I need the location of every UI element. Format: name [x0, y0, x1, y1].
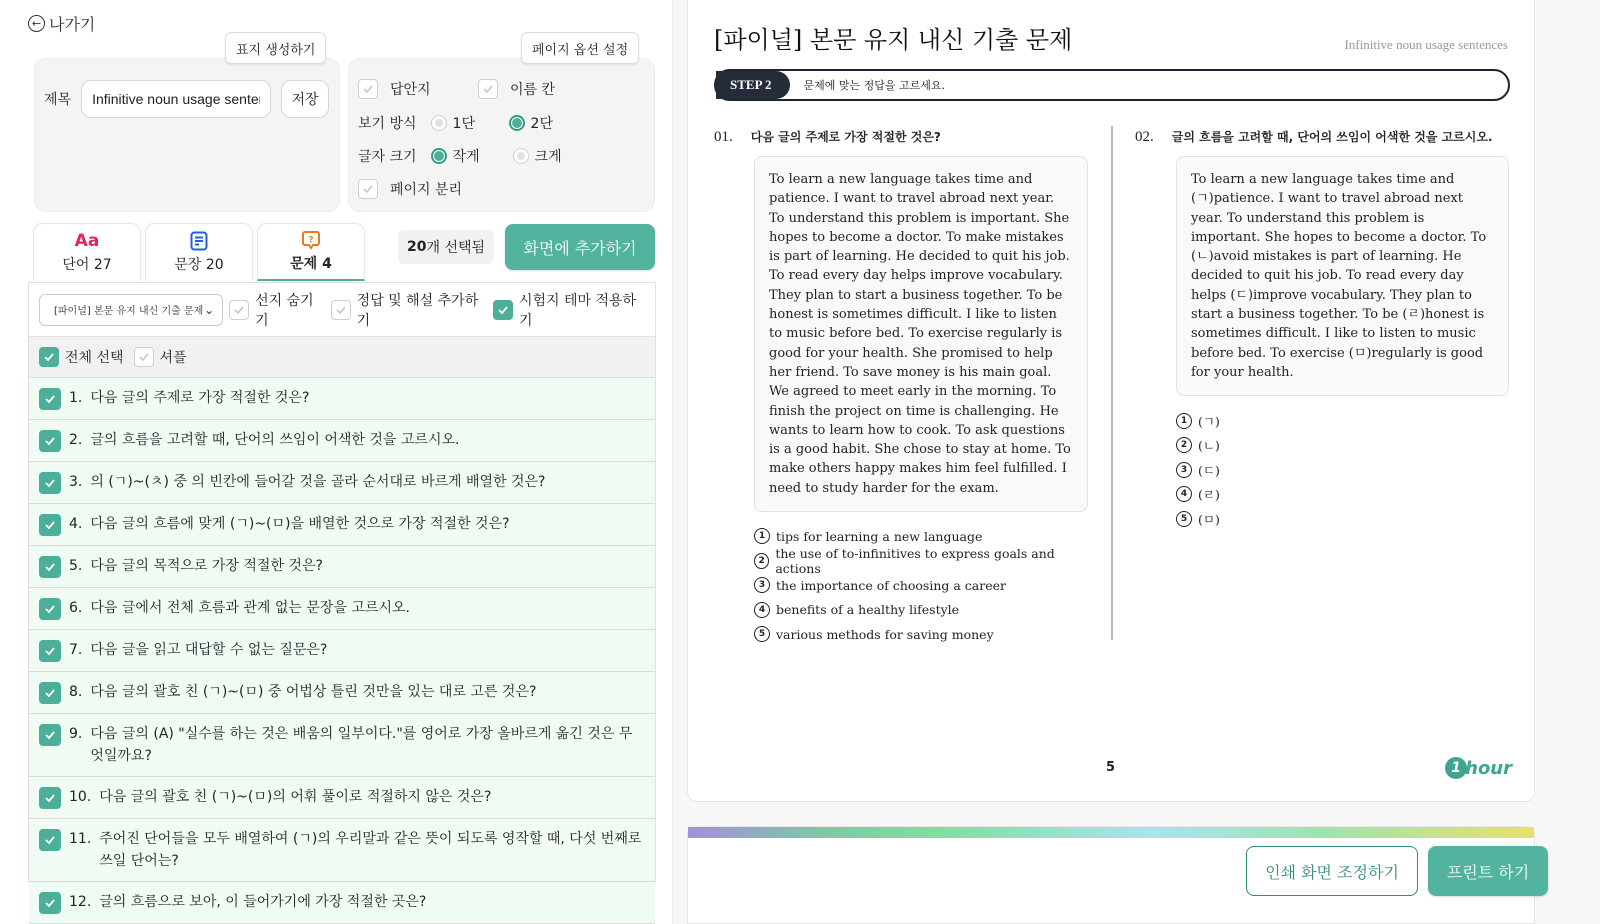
question-checkbox[interactable] — [39, 388, 61, 410]
check-icon — [44, 603, 56, 615]
view-mode-option-1: 1단 — [452, 116, 475, 132]
passage-box: To learn a new language takes time and patience. I want to travel abroad next year. To understand this problem is important. She hopes to become a doctor. To make mistakes is part of learning. He decided to quit his job. To read every day helps improve vocabulary. They plan to start a business together. To be honest is sometimes difficult. I like to listen to music before bed. To exercise regularly is good for your health. She promised to help her friend. To save money is his main goal. We agreed to meet early in the morning. To finish the project on time is challenging. He wants to learn how to cook. To ask questions is a good habit. She chose to stay at home. To make others happy makes him feel fulfilled. I need to study harder for the exam. — [754, 156, 1088, 512]
check-icon — [482, 83, 494, 95]
page-title: [파이널] 본문 유지 내신 기출 문제 — [714, 26, 1073, 54]
selected-count-number: 20 — [406, 239, 427, 255]
choice — [1176, 433, 1509, 458]
question-text: 다음 글의 목적으로 가장 적절한 것은? — [90, 558, 323, 574]
answer-sheet-option[interactable] — [358, 79, 431, 99]
check-icon — [44, 393, 56, 405]
question-list[interactable] — [29, 378, 655, 924]
question-type-select[interactable] — [39, 294, 223, 326]
question-checkbox[interactable] — [39, 430, 61, 452]
check-icon — [44, 477, 56, 489]
back-label: 나가기 — [49, 15, 96, 34]
question-number: 2. — [69, 432, 83, 448]
title-label: 제목 — [44, 92, 72, 108]
tab-words[interactable] — [33, 223, 141, 281]
question-text: 다음 글의 주제로 가장 적절한 것은? — [90, 390, 310, 406]
theme-gradient-bar — [688, 827, 1534, 838]
view-mode-radio-2[interactable] — [509, 115, 525, 131]
question-number: 3. — [69, 474, 83, 490]
shuffle-checkbox[interactable] — [134, 347, 154, 367]
check-icon — [335, 304, 347, 316]
question-checkbox[interactable] — [39, 682, 61, 704]
question-number: 12. — [69, 894, 92, 910]
check-icon — [44, 897, 56, 909]
logo-text: hour — [1465, 757, 1512, 779]
choice-text: (ㅁ) — [1198, 511, 1220, 527]
question-number: 1. — [69, 390, 83, 406]
question-text: 글의 흐름을 고려할 때, 단어의 쓰임이 어색한 것을 고르시오. — [90, 432, 460, 448]
question-item[interactable] — [29, 777, 655, 819]
choice — [1176, 408, 1509, 433]
apply-theme-checkbox[interactable] — [493, 300, 513, 320]
tab-sentences[interactable] — [145, 223, 253, 281]
font-size-row — [358, 146, 562, 166]
title-row — [44, 80, 329, 118]
add-to-screen-button[interactable]: 화면에 추가하기 — [505, 224, 655, 270]
question-text: 다음 글의 괄호 친 (ㄱ)~(ㅁ)의 어휘 풀이로 적절하지 않은 것은? — [99, 789, 492, 805]
question-text: 주어진 단어들을 모두 배열하여 (ㄱ)의 우리말과 같은 뜻이 되도록 영작할 때, 다섯 번째로 쓰일 단어는? — [99, 831, 642, 869]
text-aa-icon: Aa — [74, 231, 100, 251]
select-all-checkbox[interactable] — [39, 347, 59, 367]
circled-3-icon: 3 — [1176, 462, 1192, 478]
choice-text: (ㄱ) — [1198, 413, 1220, 429]
document-icon — [190, 231, 208, 251]
question-bubble-icon — [301, 230, 321, 250]
choice-text: the use of to-infinitives to express goals and actions — [775, 545, 1055, 576]
preview-question-2 — [1135, 128, 1509, 531]
step-label: STEP 2 — [716, 71, 790, 99]
save-button[interactable]: 저장 — [281, 80, 329, 118]
choices-list — [1176, 408, 1509, 531]
choice — [1176, 506, 1509, 531]
choice-text: (ㄷ) — [1198, 462, 1220, 478]
question-text: 다음 글의 흐름에 맞게 (ㄱ)~(ㅁ)을 배열한 것으로 가장 적절한 것은? — [90, 516, 510, 532]
add-answers-label: 정답 및 해설 추가하기 — [356, 292, 479, 329]
question-item[interactable] — [29, 546, 655, 588]
check-icon — [44, 792, 56, 804]
view-mode-radio-1[interactable] — [431, 115, 447, 131]
hide-choices-label: 선지 숨기기 — [255, 292, 314, 329]
question-checkbox[interactable] — [39, 598, 61, 620]
add-answers-checkbox[interactable] — [331, 300, 351, 320]
question-item[interactable] — [29, 882, 655, 924]
question-text: 다음 글의 괄호 친 (ㄱ)~(ㅁ) 중 어법상 틀린 것만을 있는 대로 고른 것은? — [90, 684, 537, 700]
check-icon — [44, 519, 56, 531]
tab-sentences-label: 문장 20 — [174, 257, 224, 273]
question-number: 8. — [69, 684, 83, 700]
list-controls — [29, 337, 655, 378]
question-number: 9. — [69, 726, 83, 742]
question-checkbox[interactable] — [39, 724, 61, 746]
font-size-label: 글자 크기 — [358, 149, 417, 165]
question-item[interactable] — [29, 672, 655, 714]
page-number: 5 — [1106, 760, 1116, 775]
question-checkbox[interactable] — [39, 829, 61, 851]
question-item[interactable] — [29, 378, 655, 420]
step-banner — [714, 69, 1510, 101]
hide-choices-checkbox[interactable] — [229, 300, 249, 320]
back-button[interactable] — [28, 12, 95, 35]
check-icon — [233, 304, 245, 316]
circled-2-icon: 2 — [1176, 437, 1192, 453]
choice — [754, 598, 1088, 623]
check-icon — [44, 834, 56, 846]
logo-one-icon: 1 — [1445, 757, 1467, 779]
question-item[interactable] — [29, 504, 655, 546]
question-prompt: 다음 글의 주제로 가장 적절한 것은? — [750, 130, 941, 144]
apply-theme-label: 시험지 테마 적용하기 — [518, 292, 637, 329]
check-icon — [138, 351, 150, 363]
chevron-down-icon: ⌄ — [204, 302, 215, 317]
question-item[interactable] — [29, 588, 655, 630]
choices-list — [754, 524, 1088, 647]
page-split-checkbox[interactable] — [358, 179, 378, 199]
preview-question-1 — [714, 128, 1088, 647]
brand-logo — [1445, 757, 1512, 779]
check-icon — [362, 183, 374, 195]
question-number: 10. — [69, 789, 92, 805]
question-number: 5. — [69, 558, 83, 574]
question-number: 7. — [69, 642, 83, 658]
question-item[interactable] — [29, 462, 655, 504]
circled-3-icon: 3 — [754, 577, 770, 593]
tab-questions-label: 문제 4 — [290, 256, 332, 272]
preview-page — [687, 0, 1535, 802]
view-mode-row — [358, 113, 553, 133]
check-icon — [44, 645, 56, 657]
choice-text: (ㄹ) — [1198, 487, 1220, 503]
question-checkbox[interactable] — [39, 892, 61, 914]
title-input[interactable] — [81, 80, 271, 118]
choice-text: various methods for saving money — [776, 626, 994, 642]
font-size-radio-large[interactable] — [513, 148, 529, 164]
check-icon — [44, 561, 56, 573]
answer-sheet-label: 답안지 — [390, 82, 431, 98]
choice-text: (ㄴ) — [1198, 438, 1220, 454]
question-number: 11. — [69, 831, 92, 847]
shuffle-label: 셔플 — [159, 350, 187, 366]
question-text: 글의 흐름으로 보아, 이 들어가기에 가장 적절한 곳은? — [99, 894, 427, 910]
selected-count-suffix: 개 선택됨 — [426, 240, 486, 256]
tab-questions[interactable] — [257, 223, 365, 281]
choice — [754, 573, 1088, 598]
choice — [1176, 457, 1509, 482]
answer-sheet-checkbox[interactable] — [358, 79, 378, 99]
question-item[interactable] — [29, 630, 655, 672]
list-toolbar — [29, 283, 655, 337]
column-divider — [1111, 126, 1113, 640]
question-checkbox[interactable] — [39, 472, 61, 494]
choice-text: tips for learning a new language — [776, 528, 983, 544]
editor-panel — [0, 0, 672, 924]
page-split-label: 페이지 분리 — [390, 182, 463, 198]
check-icon — [44, 435, 56, 447]
question-text: 다음 글에서 전체 흐름과 관계 없는 문장을 고르시오. — [90, 600, 410, 616]
adjust-print-button[interactable]: 인쇄 화면 조정하기 — [1246, 846, 1418, 896]
view-mode-label: 보기 방식 — [358, 116, 417, 132]
question-item[interactable] — [29, 420, 655, 462]
question-type-value: [파이널] 본문 유지 내신 기출 문제 — [54, 306, 204, 317]
arrow-left-circle-icon: ← — [28, 15, 45, 32]
question-item[interactable] — [29, 714, 655, 777]
selected-count-badge — [398, 230, 494, 264]
check-icon — [362, 83, 374, 95]
choice — [1176, 482, 1509, 507]
choice — [754, 545, 1088, 576]
font-size-option-small: 작게 — [452, 149, 480, 165]
question-text: 의 (ㄱ)~(ㅊ) 중 의 빈칸에 들어갈 것을 골라 순서대로 바르게 배열한 것은? — [90, 474, 546, 490]
question-item[interactable] — [29, 819, 655, 882]
name-field-checkbox[interactable] — [478, 79, 498, 99]
choice — [754, 622, 1088, 647]
circled-1-icon: 1 — [1176, 413, 1192, 429]
question-no: 01. — [714, 129, 733, 145]
question-checkbox[interactable] — [39, 640, 61, 662]
question-no: 02. — [1135, 129, 1154, 145]
question-checkbox[interactable] — [39, 787, 61, 809]
svg-text:?: ? — [308, 235, 314, 246]
choice-text: benefits of a healthy lifestyle — [776, 602, 960, 618]
font-size-radio-small[interactable] — [431, 148, 447, 164]
question-list-panel — [28, 282, 656, 910]
question-checkbox[interactable] — [39, 556, 61, 578]
question-prompt: 글의 흐름을 고려할 때, 단어의 쓰임이 어색한 것을 고르시오. — [1171, 130, 1493, 144]
font-size-option-large: 크게 — [534, 149, 562, 165]
circled-5-icon: 5 — [754, 626, 770, 642]
name-field-option[interactable] — [478, 79, 555, 99]
question-checkbox[interactable] — [39, 514, 61, 536]
question-number: 4. — [69, 516, 83, 532]
print-button[interactable]: 프린트 하기 — [1428, 846, 1548, 896]
view-mode-option-2: 2단 — [530, 116, 553, 132]
circled-4-icon: 4 — [754, 602, 770, 618]
question-text: 다음 글의 (A) "실수를 하는 것은 배움의 일부이다."를 영어로 가장 올바르게 옮긴 것은 무엇일까요? — [90, 726, 633, 764]
choice-text: the importance of choosing a career — [776, 577, 1006, 593]
check-icon — [497, 304, 509, 316]
create-cover-button[interactable]: 표지 생성하기 — [225, 32, 326, 64]
check-icon — [43, 351, 55, 363]
page-subtitle: Infinitive noun usage sentences — [1344, 37, 1508, 52]
check-icon — [44, 687, 56, 699]
tab-words-label: 단어 27 — [62, 257, 112, 273]
check-icon — [44, 729, 56, 741]
circled-2-icon: 2 — [754, 553, 769, 569]
circled-4-icon: 4 — [1176, 486, 1192, 502]
question-text: 다음 글을 읽고 대답할 수 없는 질문은? — [90, 642, 328, 658]
page-split-option[interactable] — [358, 179, 462, 199]
name-field-label: 이름 칸 — [510, 82, 556, 98]
question-number: 6. — [69, 600, 83, 616]
page-options-button[interactable]: 페이지 옵션 설정 — [521, 32, 639, 64]
circled-1-icon: 1 — [754, 528, 770, 544]
passage-box: To learn a new language takes time and (ㄱ)patience. I want to travel abroad next year. To understand this problem is important. She hopes to become a doctor. To (ㄴ)avoid mistakes is part of learning. He decided to quit his job. To read every day helps (ㄷ)improve vocabulary. They plan to start a business together. To be (ㄹ)honest is sometimes difficult. I like to listen to music before bed. To exercise (ㅁ)regularly is good for your health. — [1176, 156, 1509, 396]
step-instruction: 문제에 맞는 정답을 고르세요. — [803, 79, 946, 92]
select-all-label: 전체 선택 — [65, 350, 124, 366]
circled-5-icon: 5 — [1176, 511, 1192, 527]
